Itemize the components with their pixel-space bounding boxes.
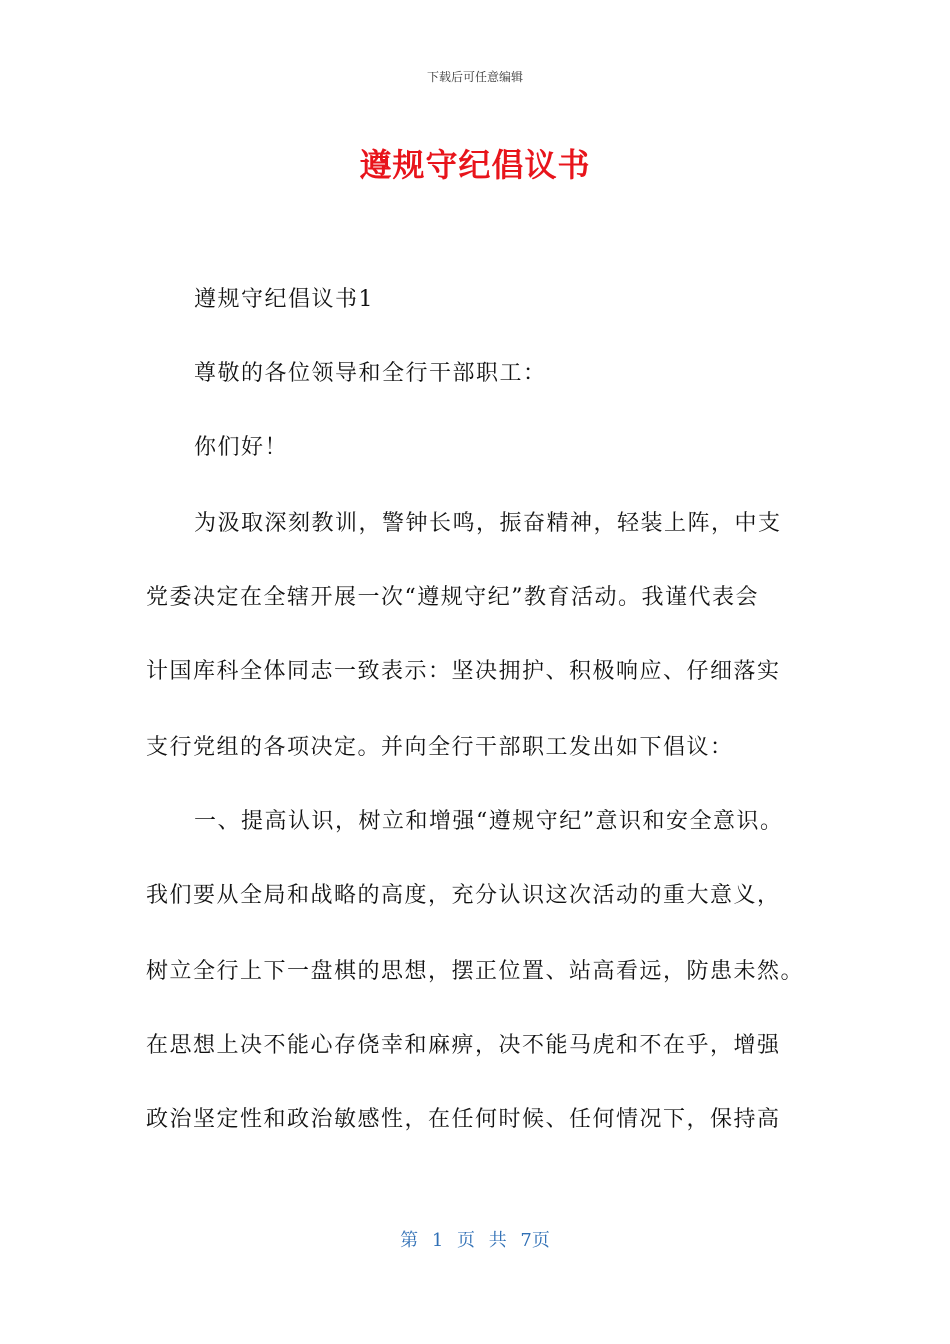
paragraph-line: 树立全行上下一盘棋的思想，摆正位置、站高看远，防患未然。: [146, 959, 805, 984]
paragraph-line: 为汲取深刻教训，警钟长鸣，振奋精神，轻装上阵，中支: [194, 511, 782, 536]
paragraph-line: 尊敬的各位领导和全行干部职工：: [194, 361, 547, 386]
document-title: 遵规守纪倡议书: [359, 146, 591, 184]
paragraph-line: 在思想上决不能心存侥幸和麻痹，决不能马虎和不在乎，增强: [146, 1033, 781, 1058]
paragraph-line: 你们好！: [194, 435, 289, 460]
paragraph-line: 政治坚定性和政治敏感性，在任何时候、任何情况下，保持高: [146, 1107, 781, 1132]
paragraph-line: 计国库科全体同志一致表示：坚决拥护、积极响应、仔细落实: [146, 659, 781, 684]
paragraph-line: 一、提高认识，树立和增强“遵规守纪”意识和安全意识。: [194, 809, 784, 834]
header-note: 下载后可任意编辑: [426, 70, 523, 84]
paragraph-line: 党委决定在全辖开展一次“遵规守纪”教育活动。我谨代表会: [146, 585, 759, 610]
paragraph-line: 支行党组的各项决定。并向全行干部职工发出如下倡议：: [146, 735, 734, 760]
paragraph-line: 我们要从全局和战略的高度，充分认识这次活动的重大意义，: [146, 883, 781, 908]
paragraph-line: 遵规守纪倡议书1: [194, 287, 374, 312]
page-number-footer: 第 1 页 共 7页: [400, 1230, 550, 1251]
